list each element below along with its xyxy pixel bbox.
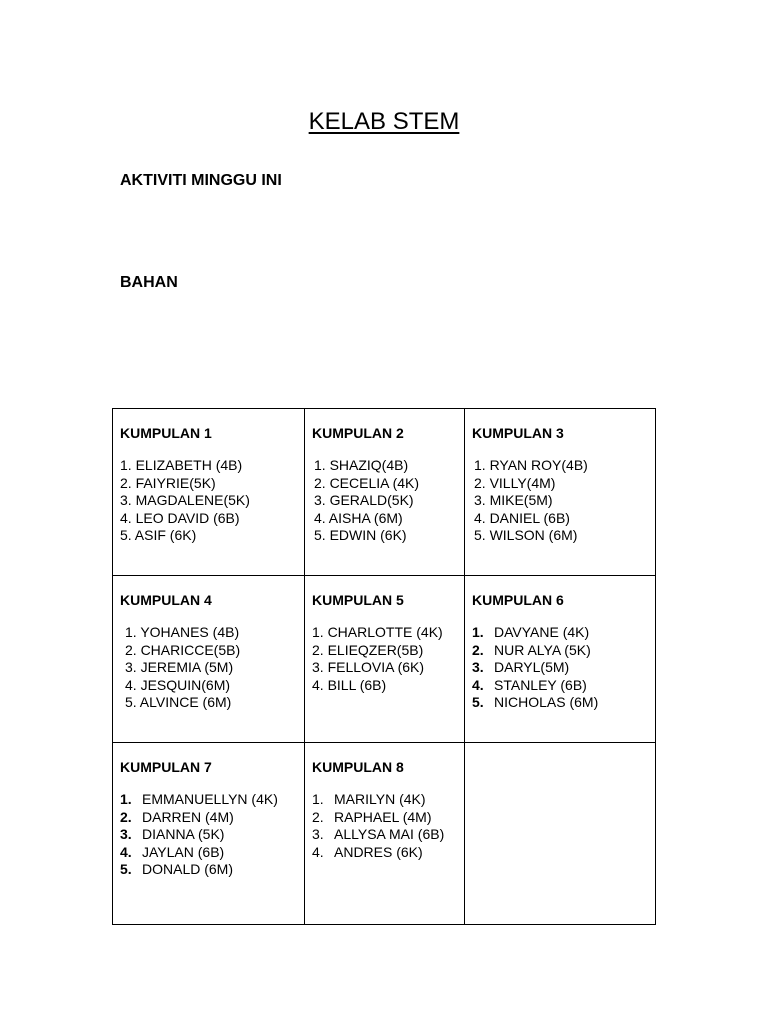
list-item: 5. ALVINCE (6M) [125,694,232,711]
activity-heading: AKTIVITI MINGGU INI [120,172,282,189]
list-number: 4. [312,843,324,860]
list-number: 5. [120,861,132,878]
member-list [472,624,655,712]
list-item: 2. CECELIA (4K) [314,474,420,491]
member-list [472,457,655,545]
table-row [113,743,656,925]
list-item: 3. JEREMIA (5M) [125,659,234,676]
list-item [120,791,304,809]
table-row [113,576,656,743]
list-item: 5. WILSON (6M) [474,527,578,544]
group-cell-3 [465,409,656,576]
member-name: STANLEY (6B) [494,676,587,693]
list-item: 4. JESQUIN(6M) [125,676,231,693]
member-name: DONALD (6M) [142,861,234,878]
member-name: ANDRES (6K) [334,843,423,860]
list-item: 5. ASIF (6K) [120,527,197,544]
list-number: 3. [312,826,324,843]
list-number: 4. [120,843,132,860]
list-item: 1. ELIZABETH (4B) [120,457,243,473]
member-name: EMMANUELLYN (4K) [142,791,278,807]
member-list [120,624,304,712]
group-cell-6 [465,576,656,743]
list-item: 3. MAGDALENE(5K) [120,492,250,509]
list-number: 1. [472,624,484,640]
group-cell-8 [305,743,465,925]
list-item [472,694,655,712]
member-name: RAPHAEL (4M) [334,808,432,825]
member-name: DARYL(5M) [494,659,570,676]
list-item: 3. GERALD(5K) [314,492,414,509]
group-name: KUMPULAN 5 [312,592,404,608]
member-list [120,791,304,879]
member-name: DARREN (4M) [142,808,234,825]
list-item [120,844,304,862]
list-number: 3. [120,826,132,843]
list-number: 1. [120,791,132,807]
list-item [312,826,464,844]
list-item [472,659,655,677]
member-list [120,457,304,545]
member-list [312,791,464,861]
list-item [472,624,655,642]
table-row [113,409,656,576]
list-item: 3. MIKE(5M) [474,492,553,509]
group-name: KUMPULAN 1 [120,425,212,441]
list-item [472,677,655,695]
group-cell-1 [113,409,305,576]
list-item: 2. VILLY(4M) [474,474,556,491]
groups-table [112,408,656,925]
group-cell-2 [305,409,465,576]
list-number: 4. [472,676,484,693]
member-name: ALLYSA MAI (6B) [334,826,445,843]
list-item: 5. EDWIN (6K) [314,527,407,544]
document-title: KELAB STEM [308,108,460,135]
list-item: 4. DANIEL (6B) [474,509,570,526]
list-item: 1. RYAN ROY(4B) [474,457,588,473]
list-number: 2. [120,808,132,825]
group-name: KUMPULAN 4 [120,592,212,608]
list-item: 3. FELLOVIA (6K) [312,659,425,676]
group-name: KUMPULAN 6 [472,592,564,608]
list-item [312,844,464,862]
list-item [120,809,304,827]
list-item: 4. BILL (6B) [312,676,387,693]
list-item: 4. LEO DAVID (6B) [120,509,240,526]
empty-cell [465,743,656,925]
group-name: KUMPULAN 3 [472,425,564,441]
list-number: 3. [472,659,484,676]
member-name: MARILYN (4K) [334,791,426,807]
list-number: 1. [312,791,324,807]
list-item: 1. YOHANES (4B) [125,624,240,640]
member-list [312,457,464,545]
list-item: 1. CHARLOTTE (4K) [312,624,443,640]
list-item [312,791,464,809]
list-item [120,861,304,879]
list-item: 1. SHAZIQ(4B) [314,457,409,473]
list-item [472,642,655,660]
member-name: NICHOLAS (6M) [494,694,599,711]
group-name: KUMPULAN 2 [312,425,404,441]
list-item: 2. FAIYRIE(5K) [120,474,216,491]
group-name: KUMPULAN 7 [120,759,212,775]
group-cell-4 [113,576,305,743]
list-item: 2. CHARICCE(5B) [125,641,241,658]
materials-heading: BAHAN [120,274,178,291]
member-name: DIANNA (5K) [142,826,225,843]
list-item [120,826,304,844]
list-item: 4. AISHA (6M) [314,509,403,526]
list-number: 5. [472,694,484,711]
group-cell-7 [113,743,305,925]
list-number: 2. [312,808,324,825]
list-item: 2. ELIEQZER(5B) [312,641,424,658]
member-name: JAYLAN (6B) [142,843,225,860]
list-number: 2. [472,641,484,658]
list-item [312,809,464,827]
group-cell-5 [305,576,465,743]
group-name: KUMPULAN 8 [312,759,404,775]
member-list [312,624,464,694]
member-name: DAVYANE (4K) [494,624,590,640]
member-name: NUR ALYA (5K) [494,641,591,658]
